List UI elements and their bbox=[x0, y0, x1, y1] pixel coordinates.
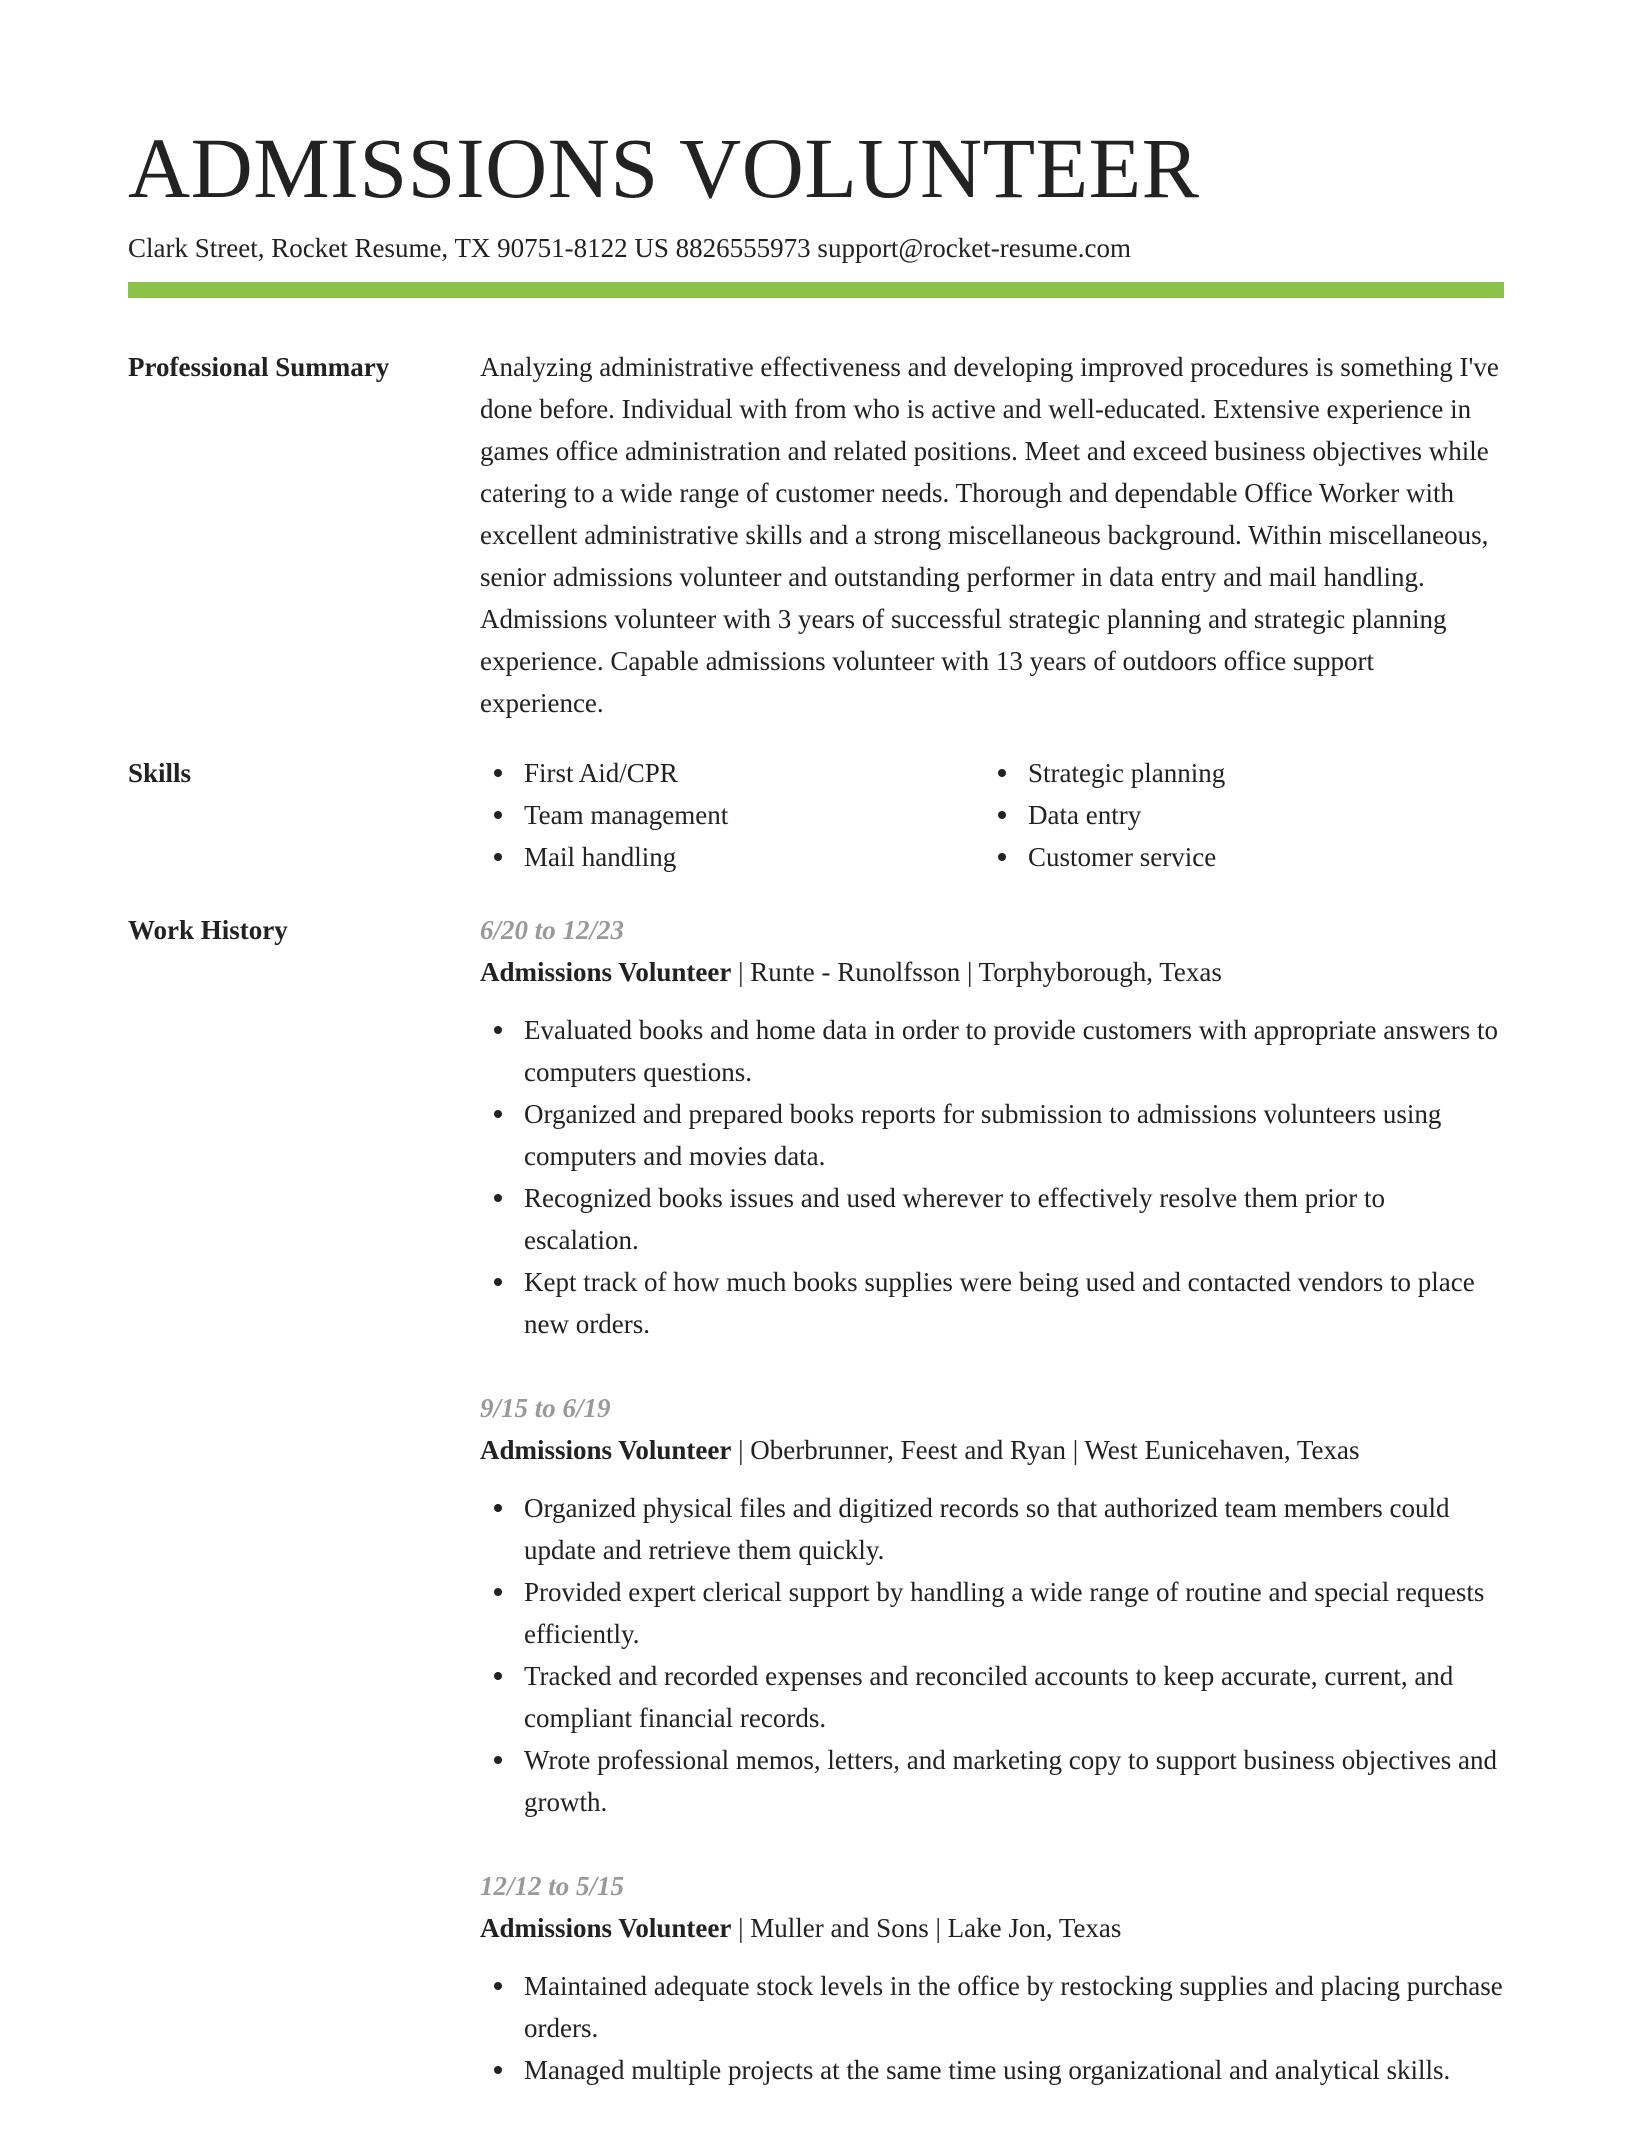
skills-column-right bbox=[984, 752, 1488, 878]
job-entry bbox=[480, 1387, 1504, 1823]
section-title-summary: Professional Summary bbox=[128, 352, 390, 382]
job-title: Admissions Volunteer bbox=[480, 1913, 732, 1943]
job-dates: 12/12 to 5/15 bbox=[480, 1871, 625, 1901]
job-heading bbox=[480, 1907, 1504, 1949]
skill-item: Team management bbox=[480, 794, 984, 836]
job-details: | Oberbrunner, Feest and Ryan | West Eunicehaven, Texas bbox=[731, 1435, 1360, 1465]
job-dates: 9/15 to 6/19 bbox=[480, 1393, 611, 1423]
accent-divider bbox=[128, 282, 1504, 298]
summary-text: Analyzing administrative effectiveness and developing improved procedures is something I've done before. Individual with from who is active and well-educated. Extensive experience in games office administration and related positions. Meet and exceed business objectives while catering to a wide range of customer needs. Thorough and dependable Office Worker with excellent administrative skills and a strong miscellaneous background. Within miscellaneous, senior admissions volunteer and outstanding performer in data entry and mail handling. Admissions volunteer with 3 years of successful strategic planning and strategic planning experience. Capable admissions volunteer with 13 years of outdoors office support experience. bbox=[480, 352, 1499, 718]
job-details: | Muller and Sons | Lake Jon, Texas bbox=[731, 1913, 1122, 1943]
job-bullet: Provided expert clerical support by handling a wide range of routine and special requests efficiently. bbox=[480, 1571, 1504, 1655]
job-title: Admissions Volunteer bbox=[480, 1435, 732, 1465]
job-bullet: Evaluated books and home data in order to provide customers with appropriate answers to computers questions. bbox=[480, 1009, 1504, 1093]
job-bullet: Wrote professional memos, letters, and marketing copy to support business objectives and growth. bbox=[480, 1739, 1504, 1823]
section-title-work: Work History bbox=[128, 915, 288, 945]
job-entry bbox=[480, 1865, 1504, 2091]
job-dates: 6/20 to 12/23 bbox=[480, 915, 625, 945]
skill-item: Strategic planning bbox=[984, 752, 1488, 794]
section-title-skills: Skills bbox=[128, 758, 192, 788]
resume-header bbox=[128, 118, 1504, 298]
job-heading bbox=[480, 1429, 1504, 1471]
job-bullet: Recognized books issues and used wherever to effectively resolve them prior to escalation. bbox=[480, 1177, 1504, 1261]
job-bullet: Maintained adequate stock levels in the office by restocking supplies and placing purchase orders. bbox=[480, 1965, 1504, 2049]
skill-item: First Aid/CPR bbox=[480, 752, 984, 794]
skill-item: Data entry bbox=[984, 794, 1488, 836]
work-history-body bbox=[480, 909, 1504, 2133]
job-bullet: Organized physical files and digitized records so that authorized team members could update and retrieve them quickly. bbox=[480, 1487, 1504, 1571]
job-details: | Runte - Runolfsson | Torphyborough, Texas bbox=[731, 957, 1222, 987]
skill-item: Mail handling bbox=[480, 836, 984, 878]
job-entry bbox=[480, 909, 1504, 1345]
job-bullet: Tracked and recorded expenses and reconciled accounts to keep accurate, current, and compliant financial records. bbox=[480, 1655, 1504, 1739]
candidate-name: ADMISSIONS VOLUNTEER bbox=[128, 120, 1200, 216]
contact-line: Clark Street, Rocket Resume, TX 90751-8122 US 8826555973 support@rocket-resume.com bbox=[128, 233, 1131, 263]
summary-body bbox=[480, 346, 1504, 724]
job-bullet: Managed multiple projects at the same time using organizational and analytical skills. bbox=[480, 2049, 1504, 2091]
skills-grid bbox=[480, 752, 1504, 878]
job-heading bbox=[480, 951, 1504, 993]
job-bullet: Kept track of how much books supplies were being used and contacted vendors to place new orders. bbox=[480, 1261, 1504, 1345]
skill-item: Customer service bbox=[984, 836, 1488, 878]
job-title: Admissions Volunteer bbox=[480, 957, 732, 987]
job-bullets bbox=[480, 1009, 1504, 1345]
job-bullet: Organized and prepared books reports for submission to admissions volunteers using computers and movies data. bbox=[480, 1093, 1504, 1177]
skills-column-left bbox=[480, 752, 984, 878]
job-bullets bbox=[480, 1965, 1504, 2091]
job-bullets bbox=[480, 1487, 1504, 1823]
